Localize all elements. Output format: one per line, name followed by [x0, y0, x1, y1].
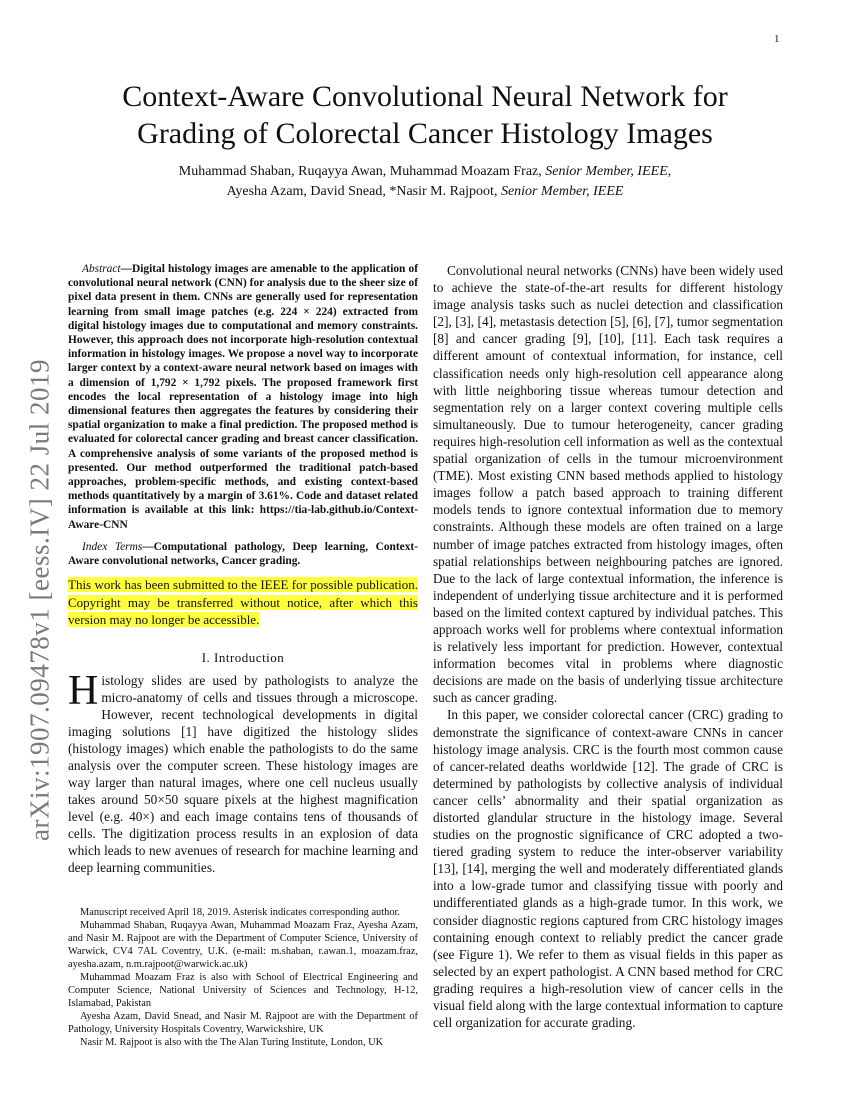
intro-paragraph: [68, 667, 418, 876]
abstract-text: —Digital histology images are amenable to the application of convolutional neural network (CNN) for analysis due to the sheer size of pixel data present in them. CNNs are generally used for representation learning from small image patches (e.g. 224 × 224) extracted from digital histology images due to computational and memory constraints. However, this approach does not incorporate high-resolution contextual information in histology images. We propose a novel way to incorporate larger context by a context-aware neural network based on images with a dimension of 1,792 × 1,792 pixels. The proposed framework first encodes the local representation of a histology image into high dimensional features then aggregates the features by considering their spatial organization to make a final prediction. The proposed method is evaluated for colorectal cancer grading and breast cancer classification. A comprehensive analysis of some variants of the proposed method is presented. Our method outperformed the traditional patch-based approaches, problem-specific methods, and existing context-based methods quantitatively by a margin of 3.61%. Code and dataset related information is available at this link: https://tia-lab.github.io/Context-Aware-CNN: [68, 263, 418, 531]
author-names: Ayesha Azam, David Snead, *Nasir M. Rajpoot,: [226, 184, 501, 199]
index-terms: [68, 540, 418, 568]
footnote: Muhammad Shaban, Ruqayya Awan, Muhammad Moazam Fraz, Ayesha Azam, and Nasir M. Rajpoot are with the Department of Computer Science, University of Warwick, CV4 7AL Coventry, U.K. (e-mail: m.shaban, r.awan.1, moazam.fraz, ayesha.azam, n.m.rajpoot@warwick.ac.uk): [68, 919, 418, 970]
footnote: Manuscript received April 18, 2019. Asterisk indicates corresponding author.: [80, 906, 401, 918]
body-paragraph: In this paper, we consider colorectal cancer (CRC) grading to demonstrate the significance of context-aware CNNs in cancer histology image analysis. CRC is the fourth most common cause of cancer-related deaths worldwide [12]. The grade of CRC is determined by pathologists by collective analysis of individual cancer cells’ abnormality and their spatial organization as distorted glandular structure in the histology image. Several studies on the prognostic significance of CRC adopted a two-tiered grading system to reduce the inter-observer variability [13], [14], merging the well and moderately differentiated glands into a low-grade tumor and classifying tissue with poorly and undifferentiated glands as a high-grade tumor. In this work, we consider diagnostic regions captured from CRC histology images containing enough context to reliably predict the cancer grade (see Figure 1). We refer to them as visual fields in this paper as selected by an expert pathologist. A CNN based method for CRC grading requires a high-resolution view of cancer cells in the visual field along with the large contextual information to capture cell organization for accurate grading.: [433, 707, 783, 1031]
intro-text: istology slides are used by pathologists to analyze the micro-anatomy of cells and tissues through a microscope. However, recent technological developments in digital imaging solutions [1] have digitized the histology slides (histology images) which enable the pathologists to do the same analysis over the computer screen. These histology images are way larger than natural images, where one cell nucleus usually takes around 50×50 square pixels at the highest magnification level (e.g. 40×) and each image contains tens of thousands of cells. The digitization process results in an explosion of data which leads to new avenues of research for machine learning and deep learning communities.: [68, 672, 418, 875]
title-line: Grading of Colorectal Cancer Histology Images: [137, 117, 713, 150]
drop-cap: H: [68, 667, 99, 714]
author-separator: ,: [667, 164, 672, 179]
body-paragraph: Convolutional neural networks (CNNs) have been widely used to achieve the state-of-the-art results for different histology image analysis tasks such as nuclei detection and classification [2], [3], [4], metastasis detection [5], [6], [7], tumor segmentation [8] and cancer grading [9], [10], [11]. Each task requires a different amount of contextual information, for instance, cell classification needs only high-resolution cell appearance along with little neighboring tissue whereas tumour detection and segmentation rely on a larger context covering multiple cells simultaneously. Due to tumour heterogeneity, cancer grading requires high-resolution cell information as well as the contextual spatial organization of cells in the tumour microenvironment (TME). Most existing CNN based methods applied to histology images follow a patch based approach to training different models tends to ignore contextual information due to memory constraints. Although these models are often trained on a large number of image patches extracted from histology images, often spatial relationships between neighbouring patches are ignored. Due to the lack of large contextual information, the inference is independent of underlying tissue architecture and it is performed based on the limited context captured by individual patches. This approach works well for problems where contextual information is relatively less important for prediction. However, contextual information becomes vital in problems where diagnostic decisions are made on the basis of underlying tissue architecture such as cancer grading.: [433, 263, 783, 706]
index-terms-text: —Computational pathology, Deep learning, Context-Aware convolutional networks, Cancer grading.: [68, 540, 418, 568]
paper-title: [60, 78, 790, 152]
highlighted-notice-text: This work has been submitted to the IEEE for possible publication. Copyright may be transferred without notice, after which this version may no longer be accessible.: [68, 577, 418, 628]
author-list: [60, 162, 790, 202]
footnote: Nasir M. Rajpoot is also with the The Alan Turing Institute, London, UK: [80, 1036, 384, 1048]
abstract: [68, 262, 418, 532]
page-number: 1: [774, 33, 780, 45]
left-column: [68, 262, 418, 1049]
author-role: Senior Member, IEEE: [545, 164, 668, 179]
title-line: Context-Aware Convolutional Neural Network for: [122, 80, 728, 113]
author-line: [60, 182, 790, 202]
section-heading-introduction: I. Introduction: [201, 649, 285, 665]
right-column: [433, 262, 783, 1031]
footnote: Ayesha Azam, David Snead, and Nasir M. Rajpoot are with the Department of Pathology, University Hospitals Coventry, Warwickshire, UK: [68, 1010, 418, 1035]
submission-notice: [68, 576, 418, 629]
index-terms-label: Index Terms: [82, 540, 143, 553]
footnote: Muhammad Moazam Fraz is also with School of Electrical Engineering and Computer Science, National University of Sciences and Technology, H-12, Islamabad, Pakistan: [68, 971, 418, 1009]
author-role: Senior Member, IEEE: [500, 184, 624, 199]
author-line: [60, 162, 790, 182]
abstract-label: Abstract: [82, 263, 121, 275]
author-names: Muhammad Shaban, Ruqayya Awan, Muhammad Moazam Fraz,: [178, 164, 546, 179]
footnotes: [68, 906, 418, 1049]
arxiv-identifier: arXiv:1907.09478v1 [eess.IV] 22 Jul 2019: [24, 359, 55, 841]
